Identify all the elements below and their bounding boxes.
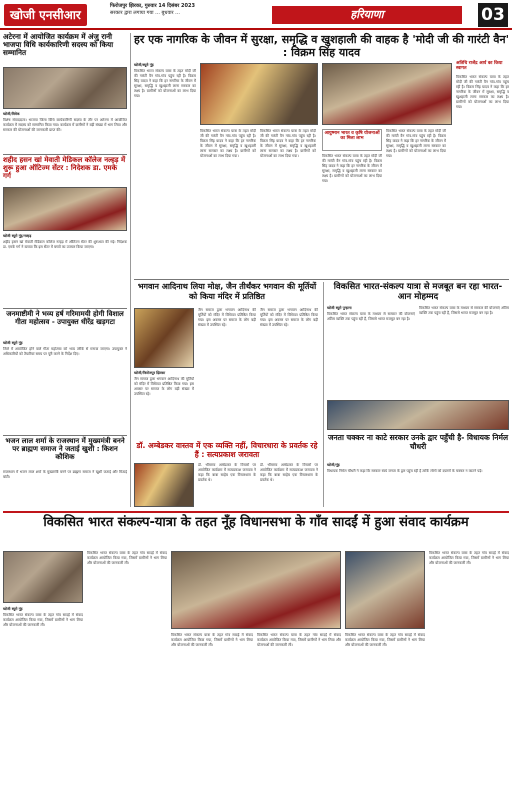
banner-rule xyxy=(3,511,509,513)
article-body-6: विकसित भारत संकल्प यात्रा के तहत गांव सादईं में संवाद कार्यक्रम आयोजित किया गया, जिसमें ग्रामीणों ने भाग लिया और योजनाओं की जानकारी ली। xyxy=(429,551,509,565)
article-body-2: डॉ. भीमराव अम्बेडकर के विचारों पर आयोजित कार्यक्रम में सत्यप्रकाश जरावता ने कहा कि बाबा साहेब एक विचारधारा के प्रवर्तक थे। xyxy=(260,463,318,482)
dateline xyxy=(110,3,220,17)
divider xyxy=(3,435,127,436)
article-body-4: विकसित भारत संकल्प यात्रा के तहत गांव सादईं में संवाद कार्यक्रम आयोजित किया गया, जिसमें ग्रामीणों ने भाग लिया और योजनाओं की जानकारी ली। xyxy=(257,633,341,647)
headline: जनता चक्कर ना काटे सरकार उनके द्वार पहुँची है- विधायक निर्मल चौधरी xyxy=(327,433,509,451)
article-body: डॉ. भीमराव अम्बेडकर के विचारों पर आयोजित कार्यक्रम में सत्यप्रकाश जरावता ने कहा कि बाबा साहेब एक विचारधारा के प्रवर्तक थे। xyxy=(198,463,256,482)
article-photo-3 xyxy=(345,551,425,629)
article-body: विकसित भारत संकल्प यात्रा के तहत गांव सादईं में संवाद कार्यक्रम आयोजित किया गया, जिसमें ग्रामीणों ने भाग लिया और योजनाओं की जानकारी ली। xyxy=(3,613,83,627)
divider xyxy=(134,279,509,280)
article-a8 xyxy=(327,433,509,507)
article-a2 xyxy=(3,157,127,307)
headline: विकसित भारत-संकल्प यात्रा से मजबूत बन रहा भारत- आन मोहम्मद xyxy=(333,282,503,302)
article-body-3: विकसित भारत संकल्प यात्रा के तहत गांव सादईं में संवाद कार्यक्रम आयोजित किया गया, जिसमें ग्रामीणों ने भाग लिया और योजनाओं की जानकारी ली। xyxy=(171,633,253,647)
article-a1 xyxy=(3,33,127,153)
lead-photo xyxy=(200,63,318,125)
dateline-text: फिरोजपुर झिरका, गुरुवार 14 दिसंबर 2023 xyxy=(110,3,195,9)
byline: खोजी/ब्यूरो नूंह xyxy=(134,63,154,67)
article-a7 xyxy=(134,441,320,507)
article-body: शहीद हसन खां मेवाती मेडिकल कॉलेज नल्हड़ में ऑटिज्म सेंटर की शुरुआत की गई। निदेशक डा. एमके गर्ग ने बताया कि इस सेंटर में बच्चों का उपचार किया जाएगा। xyxy=(3,240,127,249)
headline: शहीद हसन खां मेवाती मेडिकल कॉलेज नल्हड़ में शुरू हुआ ऑटिज्म सेंटर : निदेशक डा. एमके गर्ग xyxy=(3,156,126,180)
column-divider xyxy=(130,33,131,507)
dateline-sub: सरकार द्वारा लगाया गया ... बुधवार ... xyxy=(110,10,180,16)
article-body-6: विकसित भारत संकल्प यात्रा के तहत मोदी जी की गारंटी वैन गांव-गांव पहुंच रही है। विक्रम सिंह यादव ने कहा कि हर नागरिक के जीवन में सुरक्षा, समृद्धि व खुशहाली लाना सरकार का लक्ष्य है। ग्रामीणों को योजनाओं का लाभ दिया गया। xyxy=(456,75,509,109)
article-body: विकसित भारत संकल्प यात्रा के तहत मोदी जी की गारंटी वैन गांव-गांव पहुंच रही है। विक्रम सिंह यादव ने कहा कि हर नागरिक के जीवन में सुरक्षा, समृद्धि व खुशहाली लाना सरकार का लक्ष्य है। ग्रामीणों को योजनाओं का लाभ दिया गया। xyxy=(134,69,196,98)
byline: खोजी/विवेक xyxy=(3,112,20,116)
article-photo xyxy=(3,551,83,603)
article-photo xyxy=(327,400,509,430)
article-body-5: विकसित भारत संकल्प यात्रा के तहत मोदी जी की गारंटी वैन गांव-गांव पहुंच रही है। विक्रम सिंह यादव ने कहा कि हर नागरिक के जीवन में सुरक्षा, समृद्धि व खुशहाली लाना सरकार का लक्ष्य है। ग्रामीणों को योजनाओं का लाभ दिया गया। xyxy=(386,129,446,158)
article-body: राजस्थान में भजन लाल शर्मा के मुख्यमंत्री बनने पर ब्राह्मण समाज ने खुशी जताई और मिठाई बांटी। xyxy=(3,470,127,479)
article-body-5: विकसित भारत संकल्प यात्रा के तहत गांव सादईं में संवाद कार्यक्रम आयोजित किया गया, जिसमें ग्रामीणों ने भाग लिया और योजनाओं की जानकारी ली। xyxy=(345,633,425,647)
lead-headline: हर एक नागरिक के जीवन में सुरक्षा, समृद्धि व खुशहाली की वाहक है 'मोदी जी की गारंटी वैन' : विक्रम सिंह यादव xyxy=(134,33,509,59)
side-column xyxy=(456,61,509,276)
article-body-2: विकसित भारत संकल्प यात्रा के माध्यम से सरकार की योजनाएं अंतिम व्यक्ति तक पहुंच रही हैं, जिससे भारत मजबूत बन रहा है। xyxy=(419,306,509,315)
column-divider xyxy=(323,282,324,507)
divider xyxy=(3,308,127,309)
article-photo-2 xyxy=(171,551,341,629)
headline: डॉ. अम्बेडकर वास्तव में एक व्यक्ति नहीं, विचारधारा के प्रवर्तक रहे हैं : सत्यप्रकाश जरावता xyxy=(136,441,318,459)
article-body: विधायक निर्मल चौधरी ने कहा कि सरकार स्वयं जनता के द्वार पहुंच रही है ताकि लोगों को दफ्तरों के चक्कर न काटने पड़ें। xyxy=(327,469,483,473)
headline: जनमाष्टीमी ने भव्य हर्ष गरिमामयी होगी विशाल गीता महोत्सव - उपायुक्त धीरेंद्र खड़गटा xyxy=(6,310,124,326)
article-photo xyxy=(134,308,194,368)
article-body: जिले में आयोजित होने वाले गीता महोत्सव को भव्य तरीके से मनाया जाएगा। उपायुक्त ने अधिकारियों को तैयारियां समय पर पूरी करने के निर्देश दिए। xyxy=(3,347,127,356)
article-a5 xyxy=(134,282,320,439)
lead-photo-2 xyxy=(322,63,452,125)
byline: खोजी/नूंह xyxy=(327,463,340,467)
headline: अटेरना में आयोजित कार्यक्रम में अंजु रानी भाजपा विधि कार्यकारिणी सदस्य को किया सम्मानित xyxy=(3,32,114,58)
byline: खोजी ब्यूरो नूंह xyxy=(3,607,23,611)
byline: खोजी ब्यूरो पुन्हाना xyxy=(327,306,352,310)
article-photo xyxy=(3,67,127,109)
page-number: 03 xyxy=(478,3,508,27)
byline: खोजी ब्यूरो नूंह xyxy=(3,341,23,345)
subhead: आयुष्मान भारत व कृषि योजनाओं का मिला लाभ xyxy=(324,131,380,142)
headline: भगवान आदिनाथ लिया मोक्ष, जैन तीर्थंकर भगवान की मूर्तियों को किया मंदिर में प्रतिष्ठित xyxy=(137,282,317,301)
side-head: अतिथि राजेंद्र आर्य का किया स्वागत xyxy=(456,61,503,72)
article-photo xyxy=(134,463,194,507)
article-body-2: विकसित भारत संकल्प यात्रा के तहत गांव सादईं में संवाद कार्यक्रम आयोजित किया गया, जिसमें ग्रामीणों ने भाग लिया और योजनाओं की जानकारी ली। xyxy=(87,551,167,565)
article-body: विशेष संवाददाता। भाजपा जिला विधि कार्यकारिणी सदस्य के तौर पर अटेरना में आयोजित कार्यक्रम में सदस्य को सम्मानित किया गया। कार्यक्रम में ग्रामीणों ने बड़ी संख्या में भाग लिया और सरकार की योजनाओं की जानकारी प्राप्त की। xyxy=(3,118,127,132)
masthead xyxy=(0,0,512,30)
article-a6 xyxy=(327,282,509,399)
divider xyxy=(3,154,127,155)
article-body-2: जैन समाज द्वारा भगवान आदिनाथ की मूर्तियों को मंदिर में विधिवत प्रतिष्ठित किया गया। इस अवसर पर समाज के लोग बड़ी संख्या में उपस्थित रहे। xyxy=(198,308,256,327)
article-body-3: जैन समाज द्वारा भगवान आदिनाथ की मूर्तियों को मंदिर में विधिवत प्रतिष्ठित किया गया। इस अवसर पर समाज के लोग बड़ी संख्या में उपस्थित रहे। xyxy=(260,308,318,327)
article-a3 xyxy=(3,311,127,434)
article-body-2: विकसित भारत संकल्प यात्रा के तहत मोदी जी की गारंटी वैन गांव-गांव पहुंच रही है। विक्रम सिंह यादव ने कहा कि हर नागरिक के जीवन में सुरक्षा, समृद्धि व खुशहाली लाना सरकार का लक्ष्य है। ग्रामीणों को योजनाओं का लाभ दिया गया। xyxy=(200,129,256,158)
article-body: जैन समाज द्वारा भगवान आदिनाथ की मूर्तियों को मंदिर में विधिवत प्रतिष्ठित किया गया। इस अवसर पर समाज के लोग बड़ी संख्या में उपस्थित रहे। xyxy=(134,377,194,396)
article-body-3: विकसित भारत संकल्प यात्रा के तहत मोदी जी की गारंटी वैन गांव-गांव पहुंच रही है। विक्रम सिंह यादव ने कहा कि हर नागरिक के जीवन में सुरक्षा, समृद्धि व खुशहाली लाना सरकार का लक्ष्य है। ग्रामीणों को योजनाओं का लाभ दिया गया। xyxy=(260,129,316,158)
subhead-box xyxy=(322,129,382,151)
article-body-4: विकसित भारत संकल्प यात्रा के तहत मोदी जी की गारंटी वैन गांव-गांव पहुंच रही है। विक्रम सिंह यादव ने कहा कि हर नागरिक के जीवन में सुरक्षा, समृद्धि व खुशहाली लाना सरकार का लक्ष्य है। ग्रामीणों को योजनाओं का लाभ दिया गया। xyxy=(322,154,382,183)
byline: खोजी ब्यूरो नूंह/नल्हड़ xyxy=(3,234,32,238)
article-body: विकसित भारत संकल्प यात्रा के माध्यम से सरकार की योजनाएं अंतिम व्यक्ति तक पहुंच रही हैं, जिससे भारत मजबूत बन रहा है। xyxy=(327,312,415,321)
article-a4 xyxy=(3,438,127,508)
banner-headline: विकसित भारत संकल्प-यात्रा के तहत नूँह विधानसभा के गाँव सादईं में हुआ संवाद कार्यक्रम xyxy=(43,515,469,530)
section-title: हरियाणा xyxy=(272,6,462,24)
headline: भजन लाल शर्मा के राजस्थान में मुख्यमंत्री बनने पर ब्राह्मण समाज ने जताई खुशी : किशन कौशिक xyxy=(5,437,125,461)
lead-article xyxy=(134,33,509,278)
article-photo xyxy=(3,187,127,231)
newspaper-logo: खोजी एनसीआर xyxy=(4,4,87,26)
article-a9 xyxy=(3,515,509,797)
byline: खोजी/फिरोजपुर झिरका xyxy=(134,371,166,375)
